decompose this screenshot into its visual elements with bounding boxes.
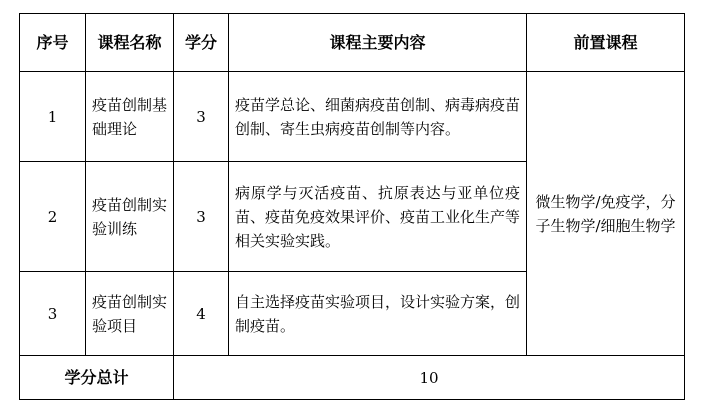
header-prerequisites: 前置课程 (527, 14, 685, 72)
row-credits: 3 (174, 72, 229, 162)
header-main-content: 课程主要内容 (229, 14, 527, 72)
total-value: 10 (174, 356, 685, 400)
table-row (20, 72, 685, 162)
row-index: 1 (20, 72, 86, 162)
row-course-name: 疫苗创制实验项目 (86, 272, 174, 356)
row-index: 3 (20, 272, 86, 356)
total-label: 学分总计 (20, 356, 174, 400)
row-credits: 4 (174, 272, 229, 356)
row-content: 病原学与灭活疫苗、抗原表达与亚单位疫苗、疫苗免疫效果评价、疫苗工业化生产等相关实验实践。 (229, 162, 527, 272)
row-index: 2 (20, 162, 86, 272)
row-course-name: 疫苗创制基础理论 (86, 72, 174, 162)
header-course-name: 课程名称 (86, 14, 174, 72)
header-row (20, 14, 685, 72)
course-table (19, 13, 685, 400)
header-index: 序号 (20, 14, 86, 72)
row-content: 自主选择疫苗实验项目，设计实验方案，创制疫苗。 (229, 272, 527, 356)
total-row (20, 356, 685, 400)
row-content: 疫苗学总论、细菌病疫苗创制、病毒病疫苗创制、寄生虫病疫苗创制等内容。 (229, 72, 527, 162)
row-course-name: 疫苗创制实验训练 (86, 162, 174, 272)
row-credits: 3 (174, 162, 229, 272)
prerequisites-cell: 微生物学/免疫学，分子生物学/细胞生物学 (527, 72, 685, 356)
header-credits: 学分 (174, 14, 229, 72)
